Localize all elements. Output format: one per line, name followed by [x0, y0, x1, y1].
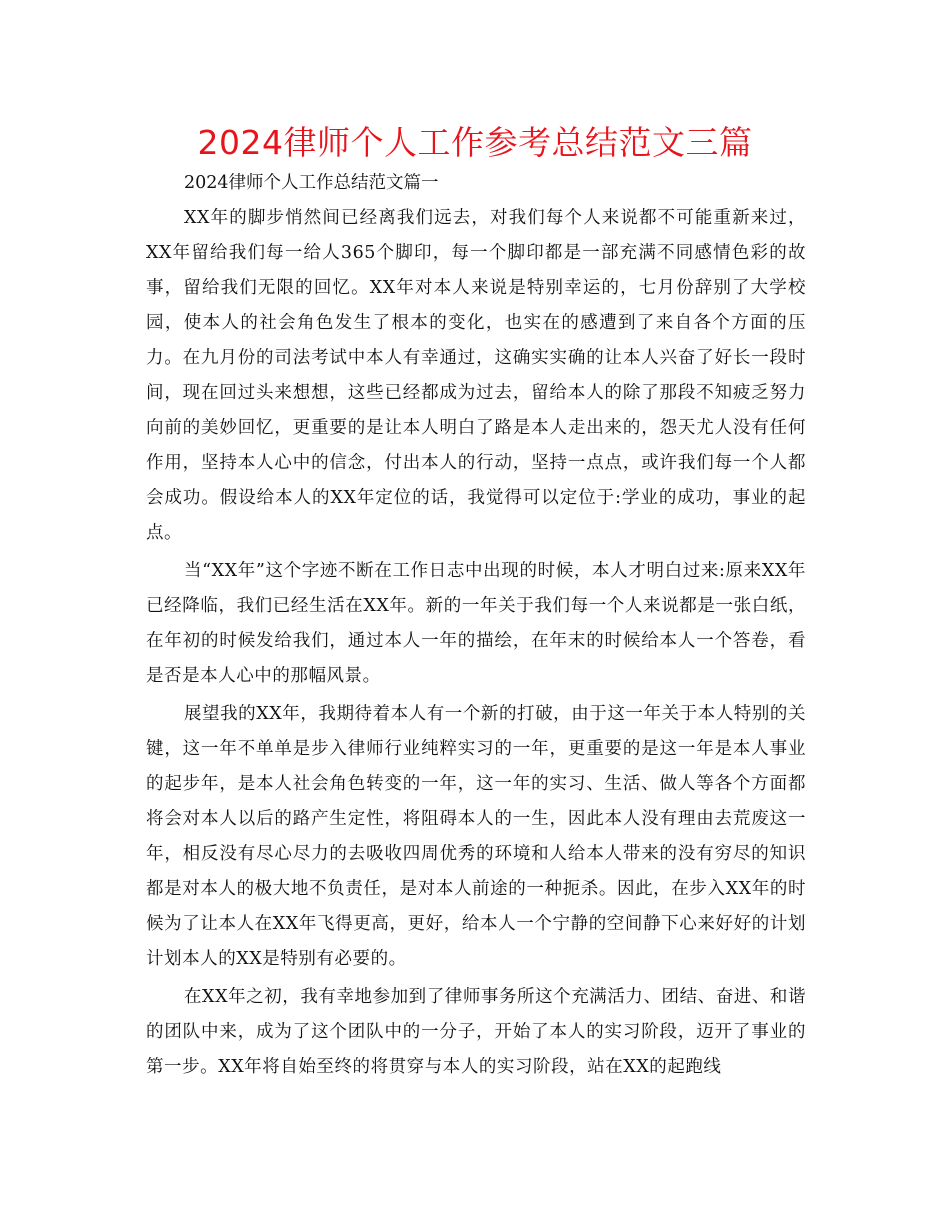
document-body: [146, 201, 806, 1088]
paragraph-1: XX年的脚步悄然间已经离我们远去，对我们每个人来说都不可能重新来过，XX年留给我们每一给人365个脚印，每一个脚印都是一部充满不同感情色彩的故事，留给我们无限的回忆。XX年对本人来说是特别幸运的，七月份辞别了大学校园，使本人的社会角色发生了根本的变化，也实在的感遭到了来自各个方面的压力。在九月份的司法考试中本人有幸通过，这确实实确的让本人兴奋了好长一段时间，现在回过头来想想，这些已经都成为过去，留给本人的除了那段不知疲乏努力向前的美妙回忆，更重要的是让本人明白了路是本人走出来的，怨天尤人没有任何作用，坚持本人心中的信念，付出本人的行动，坚持一点点，或许我们每一个人都会成功。假设给本人的XX年定位的话，我觉得可以定位于:学业的成功，事业的起点。: [146, 208, 806, 543]
section-subtitle: 2024律师个人工作总结范文篇一: [184, 173, 439, 193]
paragraph-4: 在XX年之初，我有幸地参加到了律师事务所这个充满活力、团结、奋进、和谐的团队中来，成为了这个团队中的一分子，开始了本人的实习阶段，迈开了事业的第一步。XX年将自始至终的将贯穿与本人的实习阶段，站在XX的起跑线: [146, 987, 806, 1077]
paragraph-3: 展望我的XX年，我期待着本人有一个新的打破，由于这一年关于本人特别的关键，这一年不单单是步入律师行业纯粹实习的一年，更重要的是这一年是本人事业的起步年，是本人社会角色转变的一年，这一年的实习、生活、做人等各个方面都将会对本人以后的路产生定性，将阻碍本人的一生，因此本人没有理由去荒废这一年，相反没有尽心尽力的去吸收四周优秀的环境和人给本人带来的没有穷尽的知识都是对本人的极大地不负责任，是对本人前途的一种扼杀。因此，在步入XX年的时候为了让本人在XX年飞得更高，更好，给本人一个宁静的空间静下心来好好的计划计划本人的XX是特别有必要的。: [146, 704, 806, 969]
document-title: 2024律师个人工作参考总结范文三篇: [197, 123, 753, 162]
paragraph-2: 当“XX年”这个字迹不断在工作日志中出现的时候，本人才明白过来:原来XX年已经降临，我们已经生活在XX年。新的一年关于我们每一个人来说都是一张白纸，在年初的时候发给我们，通过本人一年的描绘，在年末的时候给本人一个答卷，看是否是本人心中的那幅风景。: [146, 561, 806, 686]
